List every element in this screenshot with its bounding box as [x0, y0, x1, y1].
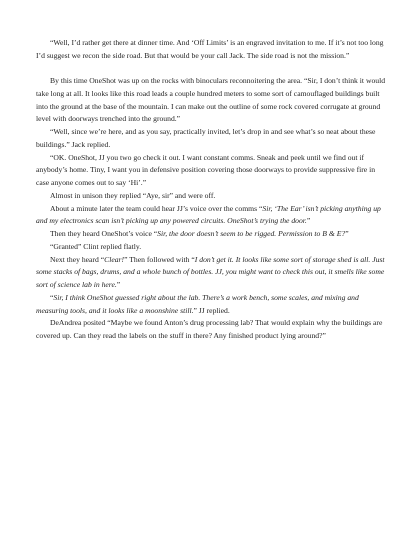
paragraph — [36, 203, 386, 229]
paragraph — [36, 292, 386, 318]
paragraph — [36, 152, 386, 190]
text-run: By this time OneShot was up on the rocks with binoculars reconnoitering the area. “Sir, I don’t think it would take long at all. It looks like this road leads a couple hundred meters to some sort of camouflaged buildings built into the ground at the base of the mountain. I can make out the outline of some rock covered corrugate at ground level with doorways trenched into the ground.” — [36, 76, 386, 124]
paragraph — [36, 241, 386, 254]
italic-text: Sir, I think OneShot guessed right about the lab. There’s a work bench, some scales, and mixing and measuring tools, and it looks like a moonshine still. — [36, 292, 359, 315]
italic-text: I don’t get it. It looks like some sort of storage shed is all. Just some stacks of bags, drums, and a whole bunch of bottles. JJ, you might want to check this out, it smells like some sort of science lab in here. — [36, 254, 385, 289]
text-run: ” — [345, 229, 349, 238]
text-run: “Well, since we’re here, and as you say, practically invited, let’s drop in and see what’s so neat about these buildings.” Jack replied. — [36, 127, 376, 149]
paragraph — [36, 37, 386, 63]
paragraph — [36, 228, 386, 241]
italic-text: Sir, the door doesn’t seem to be rigged. Permission to B & E? — [157, 229, 346, 238]
italic-text: Clear! — [104, 254, 125, 264]
text-run: ” Then followed with “ — [124, 254, 195, 264]
text-run: “ — [50, 292, 54, 302]
paragraph — [36, 254, 386, 292]
text-run: ” JJ replied. — [193, 305, 230, 315]
paragraph — [36, 190, 386, 203]
text-run: Almost in unison they replied “Aye, sir” and were off. — [50, 190, 216, 200]
text-run: ” — [116, 280, 121, 289]
paragraph — [36, 126, 386, 152]
text-run: DeAndrea posited “Maybe we found Anton’s drug processing lab? That would explain why the buildings are covered up. Can they read the labels on the stuff in there? Any finished product lying around?” — [36, 318, 383, 340]
text-run: “OK. OneShot, JJ you two go check it out. I want constant comms. Sneak and peek until we find out if anybody’s home. Tiny, I want you in defensive position covering those doorways to provide suppressive fire in case anyone comes out to say ‘Hi’.” — [36, 152, 376, 187]
text-run: Next they heard “ — [50, 254, 105, 264]
paragraph — [36, 317, 386, 343]
text-run: About a minute later the team could hear JJ’s voice over the comms “ — [50, 203, 263, 213]
text-run: Then they heard OneShot’s voice “ — [50, 229, 158, 238]
paragraph — [36, 75, 386, 126]
text-run: “Well, I’d rather get there at dinner time. And ‘Off Limits’ is an engraved invitation to me. If it’s not too long I’d suggest we recon the side road. But that would be your call Jack. The side road is not the mission.” — [36, 38, 384, 60]
document-body — [36, 37, 386, 343]
italic-text: Sir, ‘The Ear’ isn’t picking anything up and my electronics scan isn’t picking up any powered circuits. OneShot’s trying the door. — [36, 203, 381, 226]
text-run: ” — [306, 216, 311, 226]
text-run: “Granted” Clint replied flatly. — [50, 241, 142, 251]
